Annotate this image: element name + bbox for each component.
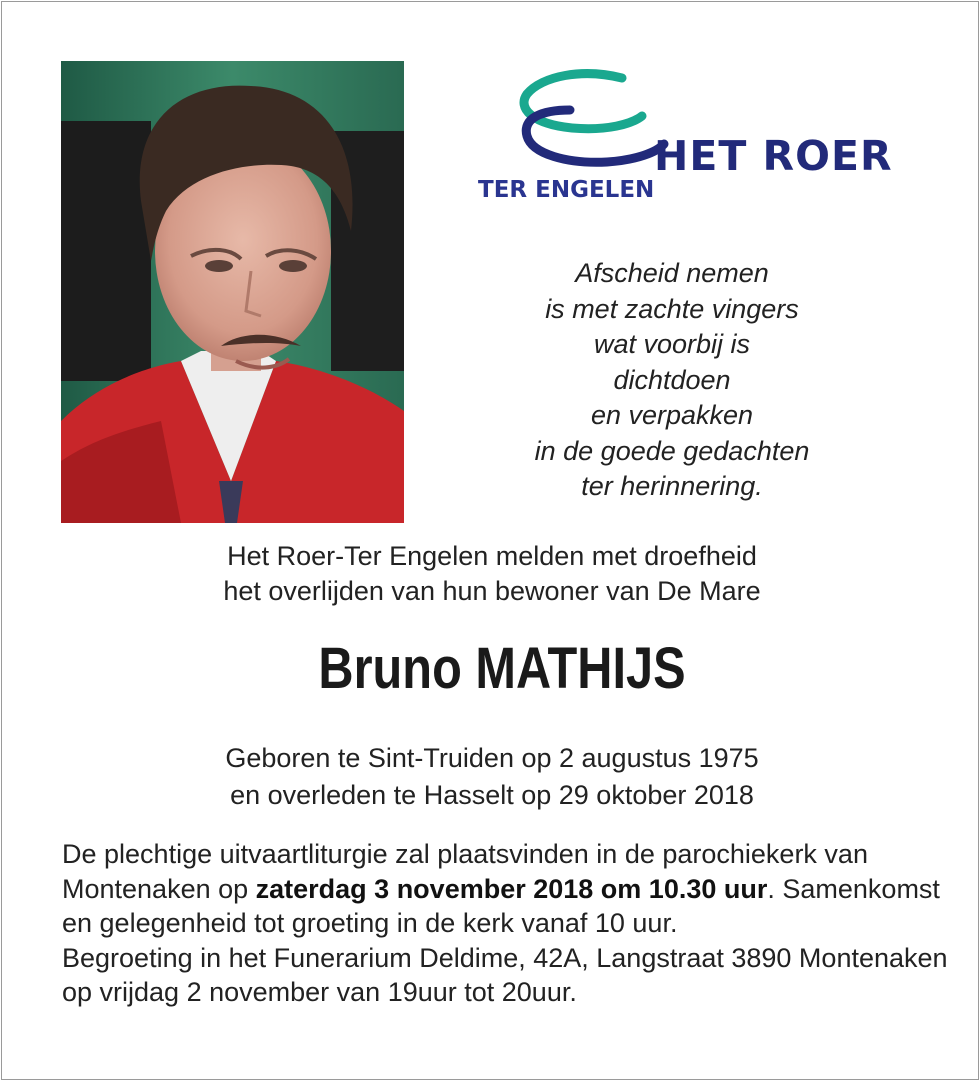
ceremony-paragraph	[62, 837, 962, 941]
death-line: en overleden te Hasselt op 29 oktober 2018	[230, 780, 754, 810]
poem-line: ter herinnering.	[581, 471, 763, 501]
ceremony-text-end: . Samenkomst en gelegenheid tot groeting in de kerk vanaf 10 uur.	[62, 873, 940, 938]
poem-line: is met zachte vingers	[545, 293, 799, 324]
ceremony-text: De plechtige uitvaartliturgie zal plaatsvinden in de parochiekerk van Montenaken op	[62, 839, 868, 904]
poem-line: Afscheid nemen	[575, 258, 769, 288]
obituary-card	[1, 1, 979, 1080]
deceased-name: Bruno MATHIJS	[318, 636, 686, 701]
poem-line: dichtdoen	[613, 364, 731, 395]
announcement	[2, 539, 980, 609]
poem-line: wat voorbij is	[593, 329, 751, 359]
ceremony-date: zaterdag 3 november 2018 om 10.30 uur	[255, 873, 768, 904]
het-roer-logo	[472, 66, 892, 216]
poem-line: in de goede gedachten	[534, 435, 810, 466]
announcement-line: het overlijden van hun bewoner van De Mare	[223, 576, 761, 606]
logo-name: HET ROER	[654, 132, 893, 180]
announcement-line: Het Roer-Ter Engelen melden met droefheid	[227, 541, 757, 571]
funeral-details	[62, 837, 962, 1010]
birth-line: Geboren te Sint-Truiden op 2 augustus 1975	[225, 743, 759, 773]
poem-line: en verpakken	[590, 400, 754, 430]
poem	[472, 256, 872, 505]
portrait-photo	[61, 61, 404, 523]
visitation-paragraph: Begroeting in het Funerarium Deldime, 42A, Langstraat 3890 Montenaken op vrijdag 2 november van 19uur tot 20uur.	[62, 942, 948, 1007]
logo-subname: TER ENGELEN	[478, 177, 655, 203]
life-dates	[2, 740, 980, 814]
